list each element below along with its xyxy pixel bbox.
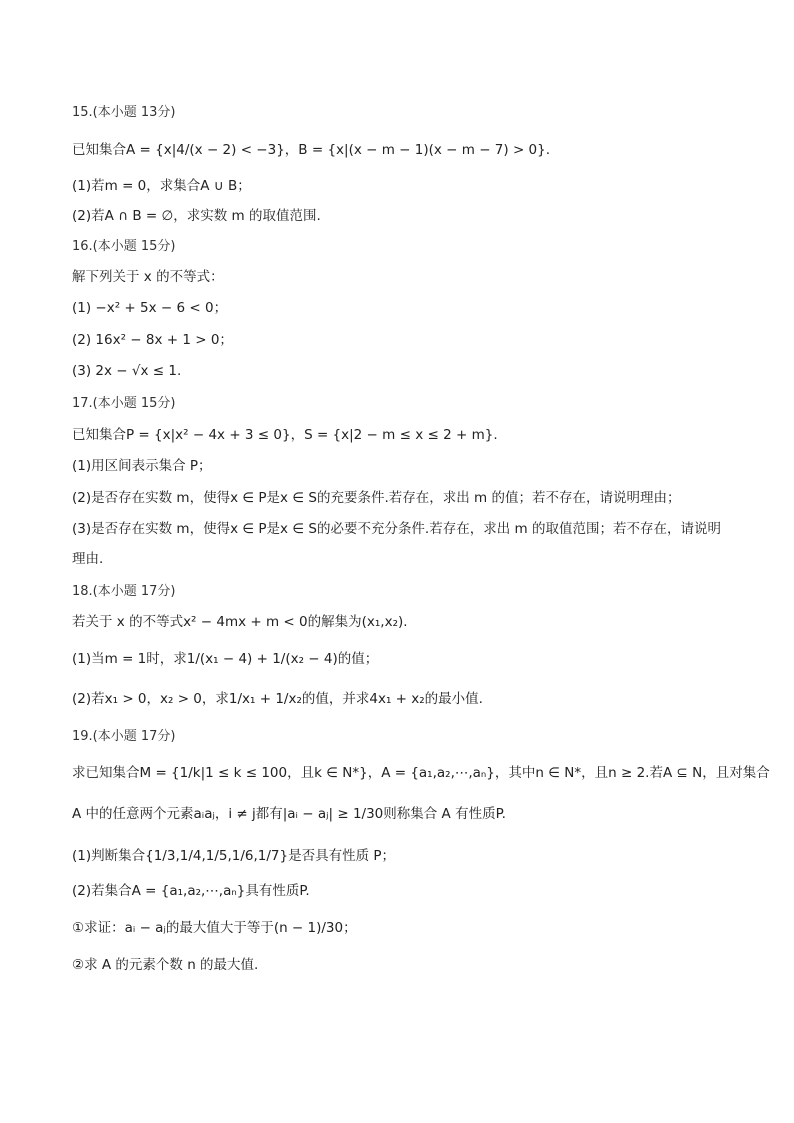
problem-15-part-1: (1)若m = 0，求集合A ∪ B； <box>72 178 251 194</box>
problem-16-part-2: (2) 16x² − 8x + 1 > 0； <box>72 332 233 348</box>
problem-19-property: A 中的任意两个元素aᵢaⱼ，i ≠ j都有|aᵢ − aⱼ| ≥ 1/30则称集合 A 有性质P. <box>72 806 506 822</box>
problem-17-part-1: (1)用区间表示集合 P； <box>72 458 212 474</box>
problem-16-part-3: (3) 2x − √x ≤ 1. <box>72 363 182 379</box>
problem-19-part-2: (2)若集合A = {a₁,a₂,⋯,aₙ}具有性质P. <box>72 883 310 899</box>
problem-19-part-1: (1)判断集合{1/3,1/4,1/5,1/6,1/7}是否具有性质 P； <box>72 848 396 864</box>
problem-15-statement: 已知集合A = {x|4/(x − 2) < −3}，B = {x|(x − m − 1)(x − m − 7) > 0}. <box>72 142 551 158</box>
problem-15-header: 15.(本小题 13分) <box>72 105 176 120</box>
problem-18-statement: 若关于 x 的不等式x² − 4mx + m < 0的解集为(x₁,x₂). <box>72 614 408 630</box>
problem-17-header: 17.(本小题 15分) <box>72 396 176 411</box>
problem-18-part-2: (2)若x₁ > 0，x₂ > 0，求1/x₁ + 1/x₂的值，并求4x₁ + x₂的最小值. <box>72 691 483 707</box>
problem-17-statement: 已知集合P = {x|x² − 4x + 3 ≤ 0}，S = {x|2 − m ≤ x ≤ 2 + m}. <box>72 427 498 443</box>
problem-19-part-2-i: ①求证：aᵢ − aⱼ的最大值大于等于(n − 1)/30； <box>72 920 357 936</box>
problem-16-statement: 解下列关于 x 的不等式： <box>72 269 224 285</box>
problem-19-header: 19.(本小题 17分) <box>72 729 176 744</box>
problem-16-part-1: (1) −x² + 5x − 6 < 0； <box>72 300 228 316</box>
problem-19-part-2-ii: ②求 A 的元素个数 n 的最大值. <box>72 957 259 973</box>
problem-17-part-2: (2)是否存在实数 m，使得x ∈ P是x ∈ S的充要条件.若存在，求出 m 的值；若不存在，请说明理由； <box>72 490 681 506</box>
problem-18-part-1: (1)当m = 1时，求1/(x₁ − 4) + 1/(x₂ − 4)的值； <box>72 651 379 667</box>
problem-17-part-3: (3)是否存在实数 m，使得x ∈ P是x ∈ S的必要不充分条件.若存在，求出 m 的取值范围；若不存在，请说明理由. <box>72 521 721 567</box>
problem-16-header: 16.(本小题 15分) <box>72 239 176 254</box>
problem-15-part-2: (2)若A ∩ B = ∅，求实数 m 的取值范围. <box>72 208 321 224</box>
problem-18-header: 18.(本小题 17分) <box>72 584 176 599</box>
problem-19-statement: 求已知集合M = {1/k|1 ≤ k ≤ 100，且k ∈ N*}，A = {a₁,a₂,⋯,aₙ}，其中n ∈ N*，且n ≥ 2.若A ⊆ N，且对集合 <box>72 765 770 781</box>
